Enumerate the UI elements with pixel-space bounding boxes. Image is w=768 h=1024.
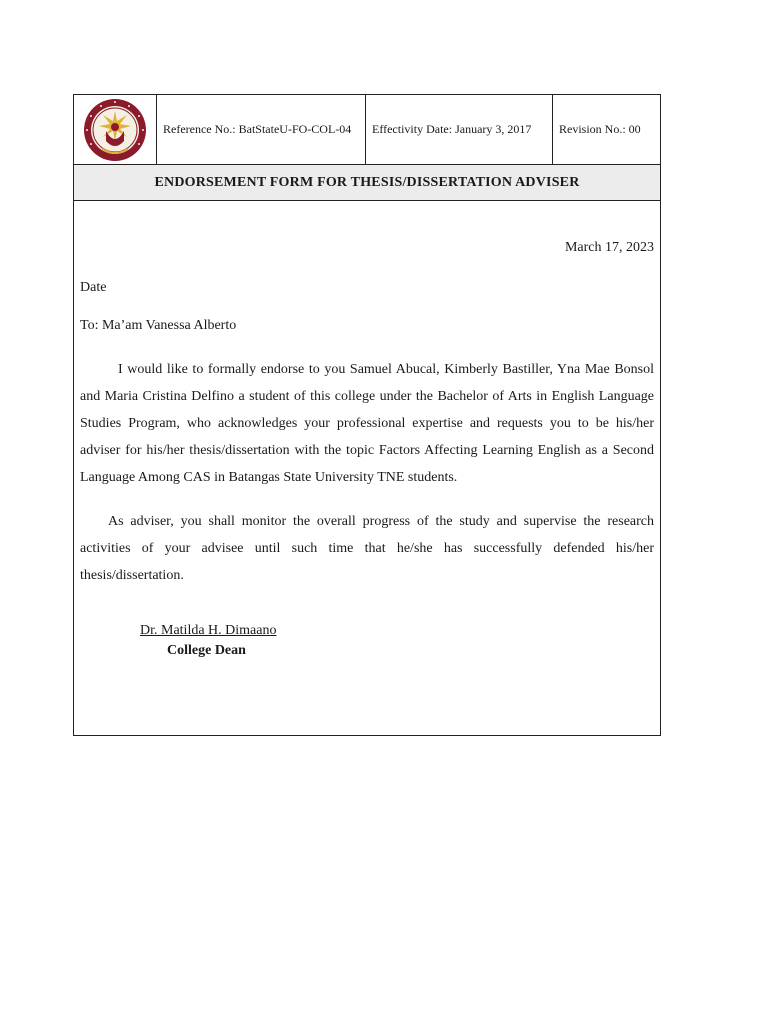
endorsement-form	[73, 94, 661, 736]
adviser-duties-paragraph: As adviser, you shall monitor the overall progress of the study and supervise the research activities of your advisee until such time that he/she has successfully defended his/her thesis/dissertation.	[80, 514, 654, 583]
form-header	[74, 95, 660, 165]
date-label: Date	[80, 280, 107, 295]
effectivity-date: Effectivity Date: January 3, 2017	[366, 95, 553, 164]
endorsement-paragraph: I would like to formally endorse to you Samuel Abucal, Kimberly Bastiller, Yna Mae Bonsol and Maria Cristina Delfino a student of this college under the Bachelor of Arts in English Language Studies Program, who acknowledges your professional expertise and requests you to be his/her adviser for his/her thesis/dissertation with the topic Factors Affecting Learning English as a Second Language Among CAS in Batangas State University TNE students.	[80, 362, 654, 485]
university-seal-icon	[82, 97, 148, 163]
letter-body	[74, 240, 660, 663]
form-title: ENDORSEMENT FORM FOR THESIS/DISSERTATION ADVISER	[74, 165, 660, 201]
logo-cell	[74, 95, 157, 164]
signatory-title: College Dean	[167, 643, 246, 658]
signatory-block	[140, 623, 654, 663]
signatory-name: Dr. Matilda H. Dimaano	[140, 623, 277, 638]
recipient-line: To: Ma’am Vanessa Alberto	[80, 318, 237, 333]
revision-number: Revision No.: 00	[559, 122, 641, 136]
letter-date: March 17, 2023	[564, 240, 654, 255]
reference-number: Reference No.: BatStateU-FO-COL-04	[157, 95, 366, 164]
